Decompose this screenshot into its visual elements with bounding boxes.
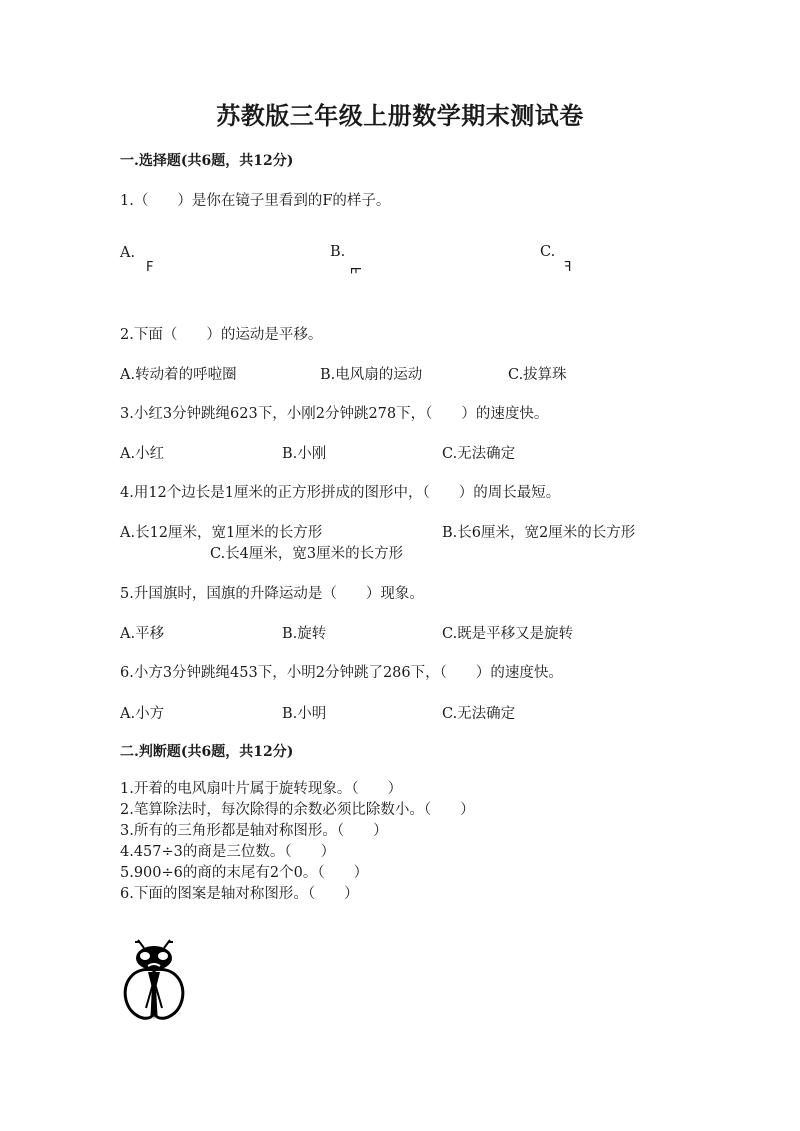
q3-option-a: A.小红 [120, 446, 165, 462]
q3-option-c: C.无法确定 [442, 446, 516, 462]
judge-item-4: 4.457÷3的商是三位数。（ ） [120, 844, 336, 860]
q2-option-b: B.电风扇的运动 [320, 367, 423, 383]
q1-option-b [330, 244, 345, 260]
judge-list [120, 779, 475, 905]
q4-option-b: B.长6厘米，宽2厘米的长方形 [442, 525, 636, 541]
q2-option-a: A.转动着的呼啦圈 [120, 367, 237, 383]
q6-option-c: C.无法确定 [442, 706, 516, 722]
letter-f-upright: F [146, 260, 154, 275]
q1-option-c-figure [564, 256, 571, 275]
cicada-figure [118, 936, 190, 1028]
judge-item-5: 5.900÷6的商的末尾有2个0。（ ） [120, 865, 369, 881]
q5-option-c: C.既是平移又是旋转 [442, 626, 574, 642]
q1-option-a [120, 245, 135, 261]
q4-option-c: C.长4厘米，宽3厘米的长方形 [210, 546, 404, 562]
q4-option-a: A.长12厘米，宽1厘米的长方形 [120, 525, 323, 541]
q3-option-b: B.小刚 [282, 446, 327, 462]
q1-option-a-figure [146, 256, 153, 275]
judge-item-3: 3.所有的三角形都是轴对称图形。（ ） [120, 823, 388, 839]
cicada-icon [118, 936, 190, 1028]
page-title: 苏教版三年级上册数学期末测试卷 [216, 101, 584, 130]
q6-option-a: A.小方 [120, 706, 165, 722]
q1-option-c-label: C. [540, 244, 556, 260]
question-2: 2.下面（ ）的运动是平移。 [120, 327, 323, 343]
judge-item-6: 6.下面的图案是轴对称图形。（ ） [120, 886, 359, 902]
q5-option-a: A.平移 [120, 626, 165, 642]
q5-option-b: B.旋转 [282, 626, 327, 642]
question-6: 6.小方3分钟跳绳453下，小明2分钟跳了286下，（ ）的速度快。 [120, 665, 563, 681]
judge-item-2: 2.笔算除法时，每次除得的余数必须比除数小。（ ） [120, 802, 475, 818]
q6-option-b: B.小明 [282, 706, 327, 722]
section-heading-choice: 一.选择题(共6题，共12分) [120, 153, 294, 169]
letter-f-mirrored: F [564, 260, 572, 275]
section-heading-judge: 二.判断题(共6题，共12分) [120, 744, 294, 760]
question-5: 5.升国旗时，国旗的升降运动是（ ）现象。 [120, 586, 424, 602]
q2-option-c: C.拔算珠 [508, 367, 567, 383]
q1-option-b-label: B. [330, 244, 346, 260]
q1-option-a-label: A. [120, 245, 136, 261]
letter-f-rotated: F [350, 266, 366, 275]
question-4: 4.用12个边长是1厘米的正方形拼成的图形中，（ ）的周长最短。 [120, 485, 561, 501]
question-1: 1.（ ）是你在镜子里看到的F的样子。 [120, 193, 391, 209]
q1-option-b-figure [350, 259, 366, 278]
question-3: 3.小红3分钟跳绳623下，小刚2分钟跳278下，（ ）的速度快。 [120, 406, 549, 422]
q1-option-c [540, 244, 555, 260]
judge-item-1: 1.开着的电风扇叶片属于旋转现象。（ ） [120, 781, 403, 797]
